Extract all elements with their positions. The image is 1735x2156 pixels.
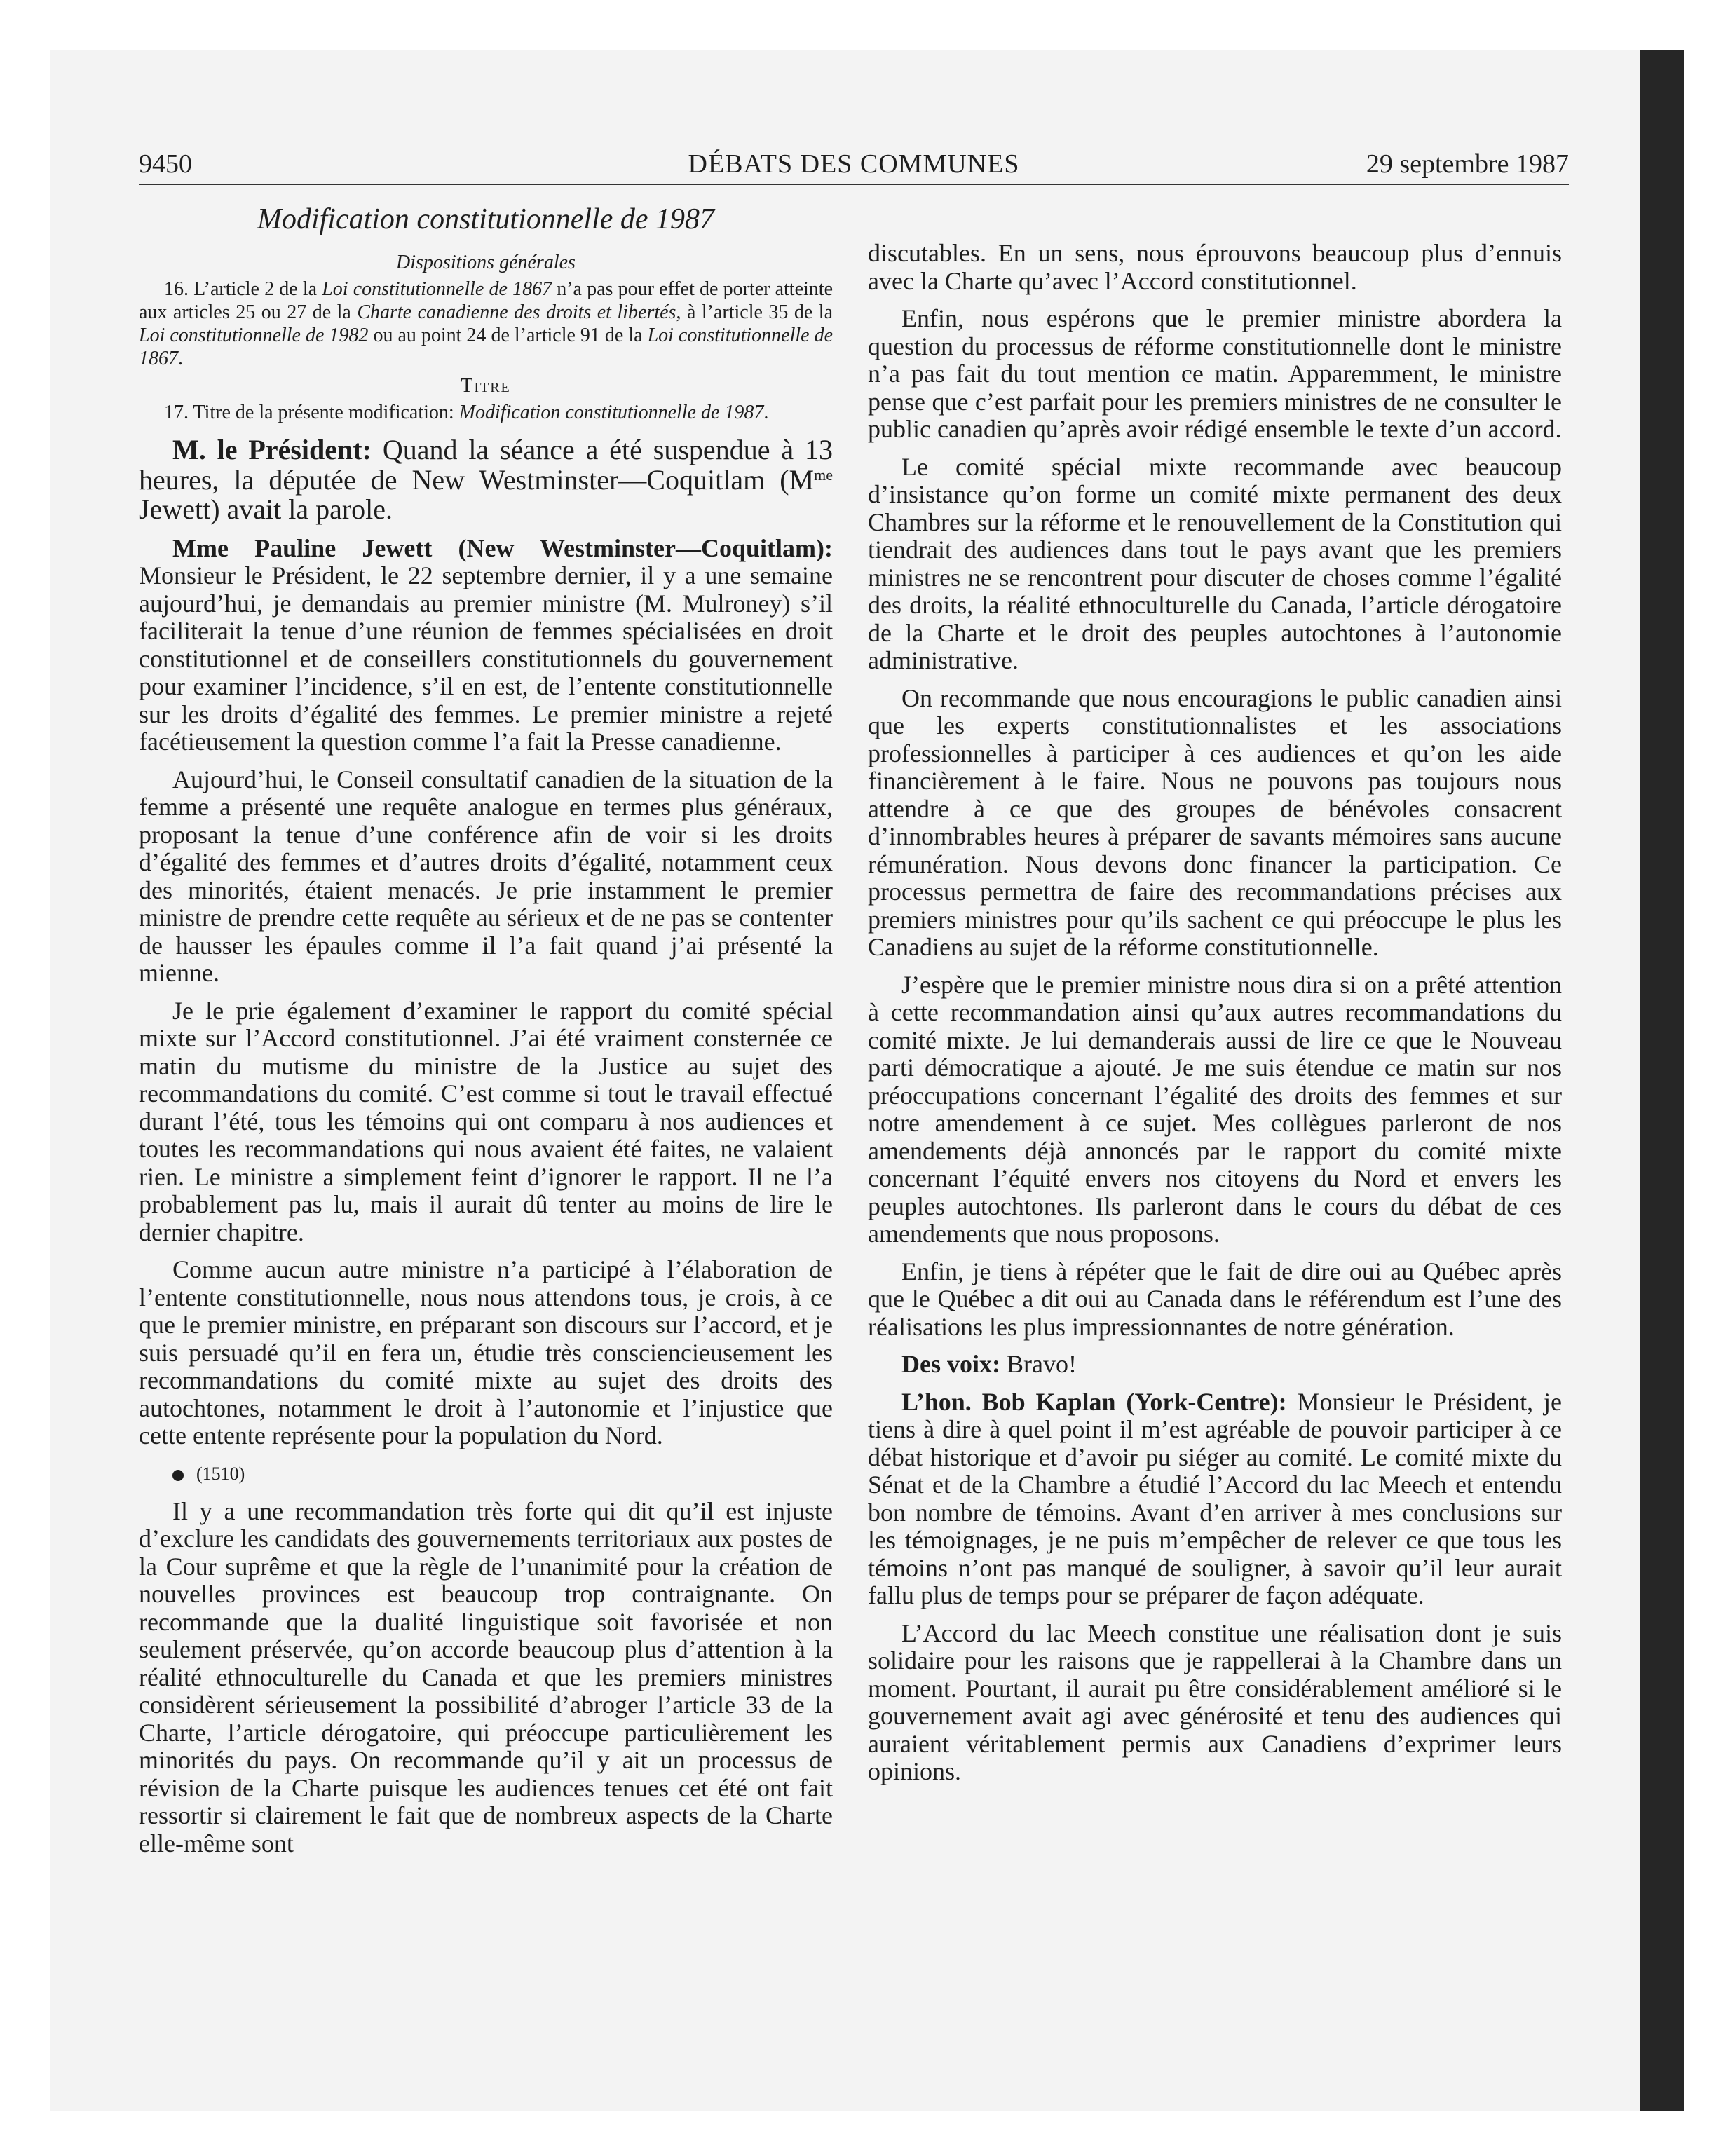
paragraph-president: M. le Président: Quand la séance a été suspendue à 13 heures, la députée de New Westminster—Coquitlam ($M^{me}$ Jewett) avait la parole.	[139, 434, 833, 525]
time-marker: (1510)	[139, 1460, 833, 1488]
article-17: 17. Titre de la présente modification: Modification constitutionnelle de 1987.	[164, 402, 769, 423]
paragraph: Aujourd’hui, le Conseil consultatif canadien de la situation de la femme a présenté une requête analogue en termes plus généraux, proposant la tenue d’une conférence afin de voir si les droits d’égalité des femmes et d’autres droits d’égalité, notamment ceux des minorités, étaient menacés. Je prie instamment le premier ministre de prendre cette requête au sérieux et de ne pas se contenter de hausser les épaules comme il l’a fait quand j’ai présenté la mienne.	[139, 765, 833, 987]
header-rule	[139, 184, 1569, 185]
paragraph: L’Accord du lac Meech constitue une réalisation dont je suis solidaire pour les raisons que je rappellerai à la Chambre dans un moment. Pourtant, il aurait pu être considérablement amélioré si le gouvernement avait agi avec générosité et tenu des audiences qui auraient véritablement permis aux Canadiens d’exprimer leurs opinions.	[868, 1618, 1562, 1785]
paragraph: J’espère que le premier ministre nous dira si on a prêté attention à cette recommandation ainsi qu’aux autres recommandations du comité mixte. Je lui demanderais aussi de lire ce que le Nouveau parti démocratique a ajouté. Je me suis étendue ce matin sur nos préoccupations concernant l’égalité des droits des femmes et sur notre amendement à ce sujet. Mes collègues parleront de nos amendements déjà annoncés par le rapport du comité mixte concernant l’équité envers nos citoyens du Nord et envers les peuples autochtones. Ils parleront dans le cours du débat de ces amendements que nous proposons.	[868, 970, 1562, 1248]
section-title: Modification constitutionnelle de 1987	[257, 203, 715, 236]
scan-edge-shadow	[1640, 50, 1684, 2111]
speaker-name: M. le Président:	[172, 434, 372, 465]
paragraph-voices: Des voix: Bravo!	[901, 1350, 1077, 1378]
titre-heading: Titre	[461, 375, 511, 397]
paragraph: On recommande que nous encouragions le public canadien ainsi que les experts constitutionnalistes et les associations professionnelles à participer à ces audiences et qu’on les aide financièrement à le faire. Nous ne pouvons pas toujours nous attendre à ce que des groupes de bénévoles consacrent d’innombrables heures à préparer de savants mémoires sans aucune rémunération. Nous devons donc financer la participation. Ce processus permettra de faire des recommandations précises aux premiers ministres pour qu’ils sachent ce qui préoccupe le plus les Canadiens au sujet de la réforme constitutionnelle.	[868, 683, 1562, 961]
speaker-name: L’hon. Bob Kaplan (York-Centre):	[901, 1387, 1287, 1416]
page-header	[139, 146, 1569, 182]
publication-title: DÉBATS DES COMMUNES	[688, 149, 1020, 179]
paragraph: discutables. En un sens, nous éprouvons beaucoup plus d’ennuis avec la Charte qu’avec l’Accord constitutionnel.	[868, 239, 1562, 295]
paragraph: Je le prie également d’examiner le rapport du comité spécial mixte sur l’Accord constitutionnel. J’ai été vraiment consternée ce matin du mutisme du ministre de la Justice au sujet des recommandations du comité. C’est comme si tout le travail effectué durant l’été, tous les témoins qui ont comparu à nos audiences et toutes les recommandations qui nous avaient été faites, ne valaient rien. Le ministre a simplement feint d’ignorer le rapport. Il ne l’a probablement pas lu, mais il aurait dû tenter au moins de lire le dernier chapitre.	[139, 996, 833, 1246]
paragraph-kaplan: L’hon. Bob Kaplan (York-Centre): Monsieur le Président, je tiens à dire à quel point il m’est agréable de pouvoir participer à ce débat historique et d’avoir pu siéger au comité. Le comité mixte du Sénat et de la Chambre a étudié l’Accord du lac Meech et entendu bon nombre de témoins. Avant d’en arriver à mes conclusions sur les témoignages, je ne puis m’empêcher de relever ce que tous les témoins n’ont pas manqué de souligner, à savoir qu’il leur aurait fallu plus de temps pour se préparer de façon adéquate.	[868, 1387, 1562, 1609]
subsection-title: Dispositions générales	[396, 252, 576, 273]
paragraph: Il y a une recommandation très forte qui dit qu’il est injuste d’exclure les candidats des gouvernements territoriaux aux postes de la Cour suprême et que la règle de l’unanimité pour la création de nouvelles provinces est beaucoup trop contraignante. On recommande que la dualité linguistique soit favorisée et non seulement préservée, qu’on accorde beaucoup plus d’attention à la réalité ethnoculturelle du Canada et que les premiers ministres considèrent sérieusement la possibilité d’abroger l’article 33 de la Charte, l’article dérogatoire, qui préoccupe particulièrement les minorités du pays. On recommande qu’il y ait un processus de révision de la Charte puisque les audiences tenues cet été ont fait ressortir si clairement le fait que de nombreux aspects de la Charte elle-même sont	[139, 1496, 833, 1857]
bullet-icon	[172, 1470, 184, 1481]
right-column	[868, 240, 1562, 1796]
paragraph: Le comité spécial mixte recommande avec beaucoup d’insistance qu’on forme un comité mixte permanent des deux Chambres sur la réforme et le renouvellement de la Constitution qui tiendrait des audiences dans tout le pays avant que les premiers ministres ne se rencontrent pour discuter de choses comme l’égalité des droits, la réalité ethnoculturelle du Canada, l’article dérogatoire de la Charte et le droit des peuples autochtones à l’autonomie administrative.	[868, 452, 1562, 674]
paragraph: Comme aucun autre ministre n’a participé à l’élaboration de l’entente constitutionnelle, nous nous attendons tous, je crois, à ce que le premier ministre, en préparant son discours sur l’accord, et je suis persuadé qu’il en fera un, étudie très consciencieusement les recommandations du comité mixte au sujet des droits des autochtones, notamment le droit à l’autonomie et l’injustice que cette entente représente pour la population du Nord.	[139, 1255, 833, 1449]
page-number: 9450	[139, 149, 192, 179]
speaker-name: Des voix:	[901, 1350, 1000, 1378]
paragraph: Enfin, nous espérons que le premier ministre abordera la question du processus de réforme constitutionnelle dont le ministre n’a pas fait du tout mention ce matin. Apparemment, le ministre pense que c’est parfait pour les premiers ministres de ne consulter le public canadien qu’après avoir rédigé ensemble le texte d’un accord.	[868, 304, 1562, 443]
article-16: 16. L’article 2 de la Loi constitutionnelle de 1867 n’a pas pour effet de porter atteinte aux articles 25 ou 27 de la Charte canadienne des droits et libertés, à l’article 35 de la Loi constitutionnelle de 1982 ou au point 24 de l’article 91 de la Loi constitutionnelle de 1867.	[139, 278, 834, 369]
paragraph-jewett: Mme Pauline Jewett (New Westminster—Coquitlam): Monsieur le Président, le 22 septembre dernier, il y a une semaine aujourd’hui, je demandais au premier ministre (M. Mulroney) s’il faciliterait la tenue d’une réunion de femmes spécialisées en droit constitutionnel et de conseillers constitutionnels du gouvernement pour examiner l’incidence, s’il en est, de l’entente constitutionnelle sur les droits d’égalité des femmes. Le premier ministre a rejeté facétieusement la question comme l’a fait la Presse canadienne.	[139, 533, 833, 756]
left-column	[139, 202, 833, 1867]
page-date: 29 septembre 1987	[1366, 149, 1569, 179]
paragraph: Enfin, je tiens à répéter que le fait de dire oui au Québec après que le Québec a dit oui au Canada dans le référendum est l’une des réalisations les plus impressionnantes de notre génération.	[868, 1257, 1562, 1341]
speaker-name: Mme Pauline Jewett (New Westminster—Coquitlam):	[172, 533, 833, 562]
article-16-block	[139, 278, 833, 424]
